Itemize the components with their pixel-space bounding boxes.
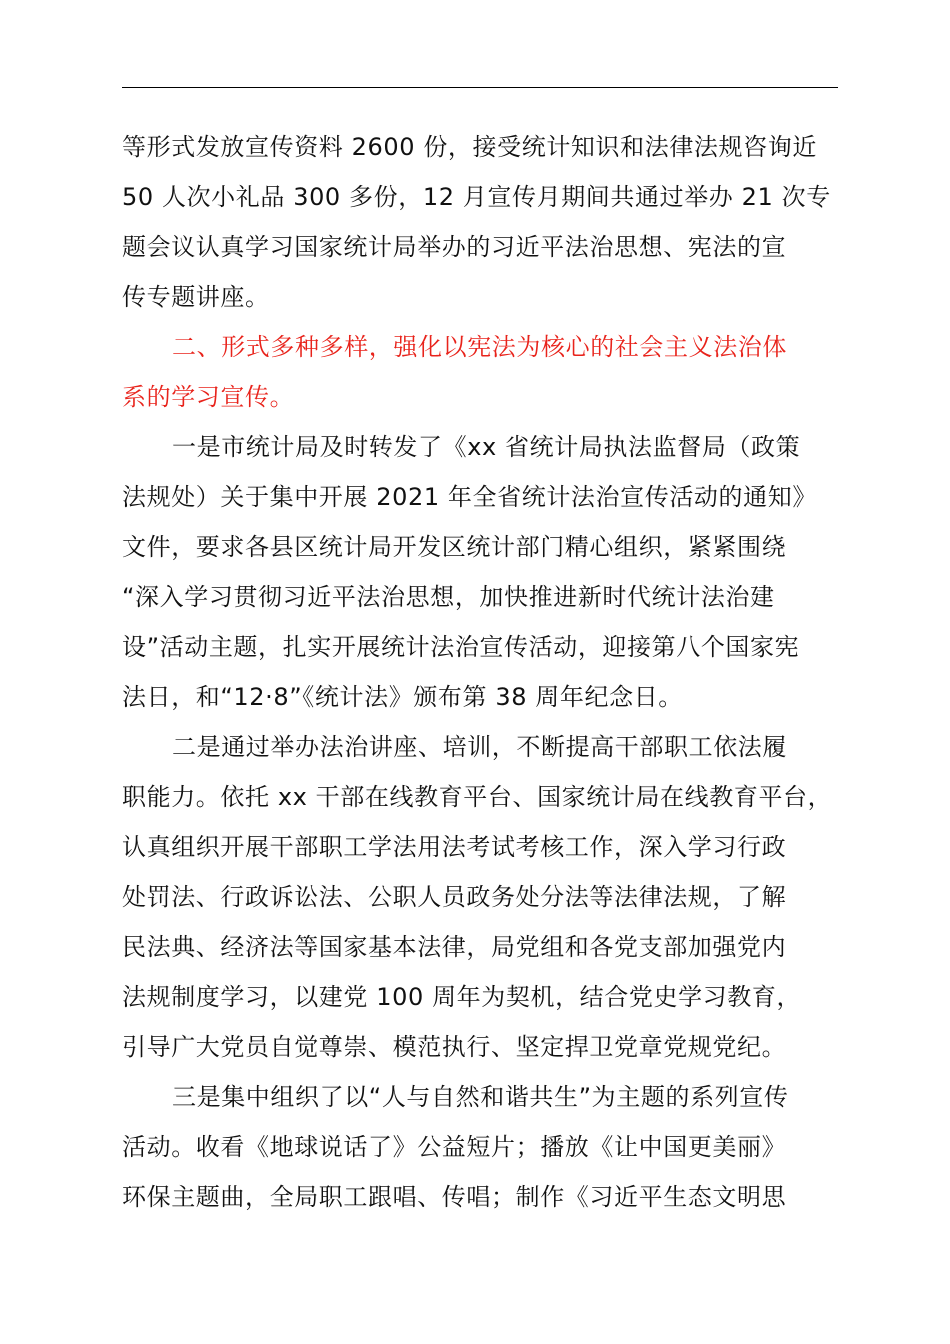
text-line: 活动。收看《地球说话了》公益短片；播放《让中国更美丽》	[122, 1133, 787, 1161]
paragraph-first-line: 一是市统计局及时转发了《xx 省统计局执法监督局（政策	[172, 433, 801, 461]
section-heading-line: 二、形式多种多样，强化以宪法为核心的社会主义法治体	[172, 333, 787, 361]
text-line: 法规处）关于集中开展 2021 年全省统计法治宣传活动的通知》	[122, 483, 817, 511]
section-heading-line: 系的学习宣传。	[122, 383, 295, 411]
text-line: 文件，要求各县区统计局开发区统计部门精心组织，紧紧围绕	[122, 533, 787, 561]
text-line: 认真组织开展干部职工学法用法考试考核工作，深入学习行政	[122, 833, 787, 861]
text-line: 等形式发放宣传资料 2600 份，接受统计知识和法律法规咨询近	[122, 133, 817, 161]
text-line: 法规制度学习，以建党 100 周年为契机，结合党史学习教育，	[122, 983, 802, 1011]
text-line: 民法典、经济法等国家基本法律，局党组和各党支部加强党内	[122, 933, 787, 961]
text-line: 50 人次小礼品 300 多份，12 月宣传月期间共通过举办 21 次专	[122, 183, 831, 211]
paragraph-first-line: 二是通过举办法治讲座、培训，不断提高干部职工依法履	[172, 733, 787, 761]
text-line: 传专题讲座。	[122, 283, 270, 311]
text-line: 职能力。依托 xx 干部在线教育平台、国家统计局在线教育平台，	[122, 783, 833, 811]
body-text	[122, 122, 838, 1222]
text-line: 设”活动主题，扎实开展统计法治宣传活动，迎接第八个国家宪	[122, 633, 800, 661]
text-line: 引导广大党员自觉尊崇、模范执行、坚定捍卫党章党规党纪。	[122, 1033, 787, 1061]
text-line: 环保主题曲，全局职工跟唱、传唱；制作《习近平生态文明思	[122, 1183, 787, 1211]
text-line: 题会议认真学习国家统计局举办的习近平法治思想、宪法的宣	[122, 233, 787, 261]
text-line: 处罚法、行政诉讼法、公职人员政务处分法等法律法规，了解	[122, 883, 787, 911]
text-line: 法日，和“12·8”《统计法》颁布第 38 周年纪念日。	[122, 683, 683, 711]
text-line: “深入学习贯彻习近平法治思想，加快推进新时代统计法治建	[122, 583, 775, 611]
paragraph-first-line: 三是集中组织了以“人与自然和谐共生”为主题的系列宣传	[172, 1083, 789, 1111]
header-rule	[122, 87, 838, 88]
